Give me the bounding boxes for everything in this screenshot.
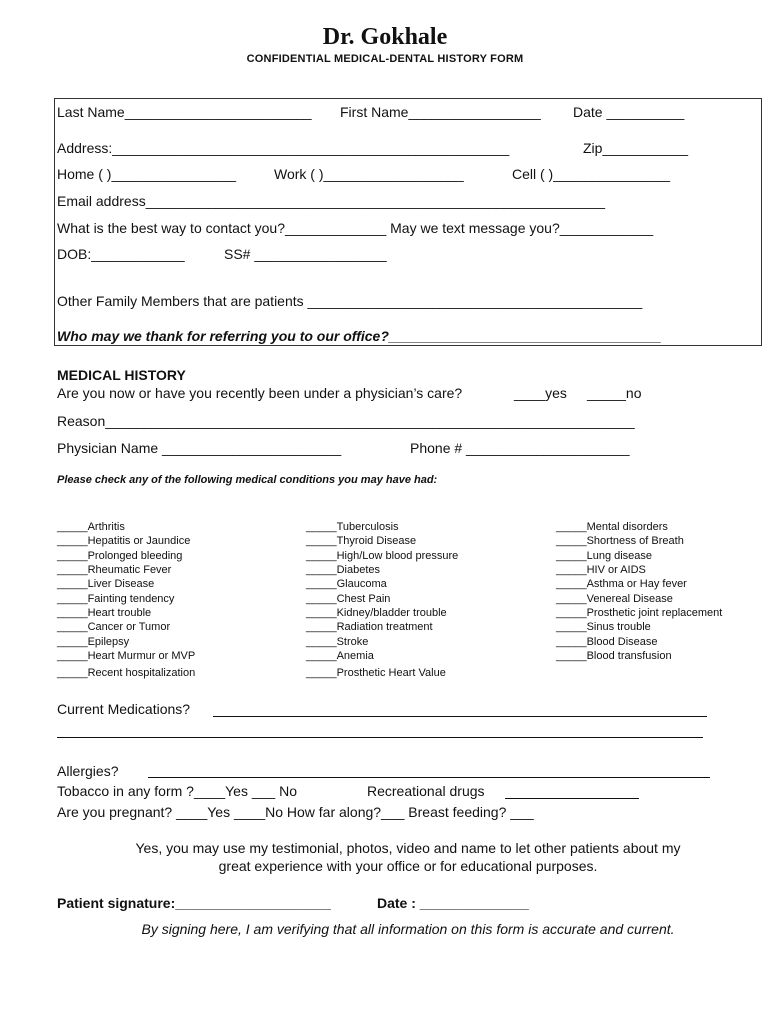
condition-venereal[interactable]: _____Venereal Disease <box>556 593 673 605</box>
address-field[interactable]: Address:___________________________________________________ <box>57 140 510 156</box>
condition-blood-disease[interactable]: _____Blood Disease <box>556 636 658 648</box>
condition-thyroid[interactable]: _____Thyroid Disease <box>306 535 417 547</box>
email-field[interactable]: Email address___________________________________________________________ <box>57 193 606 209</box>
condition-glaucoma[interactable]: _____Glaucoma <box>306 578 387 590</box>
signature-date-field[interactable]: Date : ______________ <box>377 895 529 911</box>
condition-asthma[interactable]: _____Asthma or Hay fever <box>556 578 687 590</box>
ss-field[interactable]: SS# _________________ <box>224 246 387 262</box>
dob-field[interactable]: DOB:____________ <box>57 246 185 262</box>
current-medications-line-2[interactable] <box>57 737 703 738</box>
physician-care-question: Are you now or have you recently been under a physician’s care? <box>57 385 463 401</box>
condition-hiv[interactable]: _____HIV or AIDS <box>556 564 646 576</box>
current-medications-line[interactable] <box>213 716 707 717</box>
form-title: Dr. Gokhale <box>322 24 448 50</box>
patient-signature-field[interactable]: Patient signature:____________________ <box>57 895 331 911</box>
condition-heart-murmur[interactable]: _____Heart Murmur or MVP <box>57 650 196 662</box>
condition-prosthetic-joint[interactable]: _____Prosthetic joint replacement <box>556 607 723 619</box>
family-members-field[interactable]: Other Family Members that are patients ___________________________________________ <box>57 293 643 309</box>
condition-sinus[interactable]: _____Sinus trouble <box>556 621 651 633</box>
condition-kidney[interactable]: _____Kidney/bladder trouble <box>306 607 447 619</box>
allergies-line[interactable] <box>148 777 710 778</box>
conditions-instructions: Please check any of the following medical conditions you may have had: <box>57 474 438 486</box>
condition-blood-pressure[interactable]: _____High/Low blood pressure <box>306 550 459 562</box>
pregnancy-field[interactable]: Are you pregnant? ____Yes ____No How far along?___ Breast feeding? ___ <box>57 804 534 820</box>
condition-radiation[interactable]: _____Radiation treatment <box>306 621 433 633</box>
physician-name-field[interactable]: Physician Name _______________________ <box>57 440 342 456</box>
medical-history-heading: MEDICAL HISTORY <box>57 367 186 383</box>
cell-phone-field[interactable]: Cell ( )_______________ <box>512 166 671 182</box>
condition-prosthetic-heart[interactable]: _____Prosthetic Heart Value <box>306 667 446 679</box>
condition-prolonged-bleeding[interactable]: _____Prolonged bleeding <box>57 550 183 562</box>
form-subtitle: CONFIDENTIAL MEDICAL-DENTAL HISTORY FORM <box>246 53 524 65</box>
testimonial-consent-line-1: Yes, you may use my testimonial, photos, video and name to let other patients about my <box>135 840 681 856</box>
work-phone-field[interactable]: Work ( )__________________ <box>274 166 464 182</box>
current-medications-label: Current Medications? <box>57 701 191 717</box>
recreational-drugs-label: Recreational drugs <box>367 783 485 799</box>
date-field[interactable]: Date __________ <box>573 104 685 120</box>
condition-anemia[interactable]: _____Anemia <box>306 650 374 662</box>
condition-stroke[interactable]: _____Stroke <box>306 636 369 648</box>
first-name-field[interactable]: First Name_________________ <box>340 104 541 120</box>
physician-phone-field[interactable]: Phone # _____________________ <box>410 440 630 456</box>
reason-field[interactable]: Reason____________________________________________________________________ <box>57 413 635 429</box>
condition-blood-transfusion[interactable]: _____Blood transfusion <box>556 650 672 662</box>
condition-chest-pain[interactable]: _____Chest Pain <box>306 593 391 605</box>
condition-shortness-of-breath[interactable]: _____Shortness of Breath <box>556 535 684 547</box>
physician-care-yes[interactable]: ____yes <box>514 385 567 401</box>
condition-recent-hospitalization[interactable]: _____Recent hospitalization <box>57 667 196 679</box>
referral-field[interactable]: Who may we thank for referring you to our office?___________________________________ <box>57 328 662 344</box>
condition-rheumatic-fever[interactable]: _____Rheumatic Fever <box>57 564 172 576</box>
tobacco-field[interactable]: Tobacco in any form ?____Yes ___ No <box>57 783 297 799</box>
condition-epilepsy[interactable]: _____Epilepsy <box>57 636 130 648</box>
zip-field[interactable]: Zip___________ <box>583 140 689 156</box>
condition-arthritis[interactable]: _____Arthritis <box>57 521 125 533</box>
condition-liver-disease[interactable]: _____Liver Disease <box>57 578 155 590</box>
home-phone-field[interactable]: Home ( )________________ <box>57 166 237 182</box>
condition-hepatitis[interactable]: _____Hepatitis or Jaundice <box>57 535 191 547</box>
testimonial-consent-line-2: great experience with your office or for educational purposes. <box>218 858 598 874</box>
condition-cancer[interactable]: _____Cancer or Tumor <box>57 621 171 633</box>
last-name-field[interactable]: Last Name________________________ <box>57 104 312 120</box>
condition-fainting[interactable]: _____Fainting tendency <box>57 593 175 605</box>
condition-heart-trouble[interactable]: _____Heart trouble <box>57 607 152 619</box>
allergies-label: Allergies? <box>57 763 119 779</box>
condition-tuberculosis[interactable]: _____Tuberculosis <box>306 521 399 533</box>
condition-diabetes[interactable]: _____Diabetes <box>306 564 381 576</box>
condition-lung-disease[interactable]: _____Lung disease <box>556 550 653 562</box>
physician-care-no[interactable]: _____no <box>587 385 642 401</box>
condition-mental-disorders[interactable]: _____Mental disorders <box>556 521 668 533</box>
recreational-drugs-line[interactable] <box>505 798 639 799</box>
contact-preference-field[interactable]: What is the best way to contact you?_____________ May we text message you?____________ <box>57 220 654 236</box>
verification-statement: By signing here, I am verifying that all information on this form is accurate and current. <box>141 921 675 937</box>
